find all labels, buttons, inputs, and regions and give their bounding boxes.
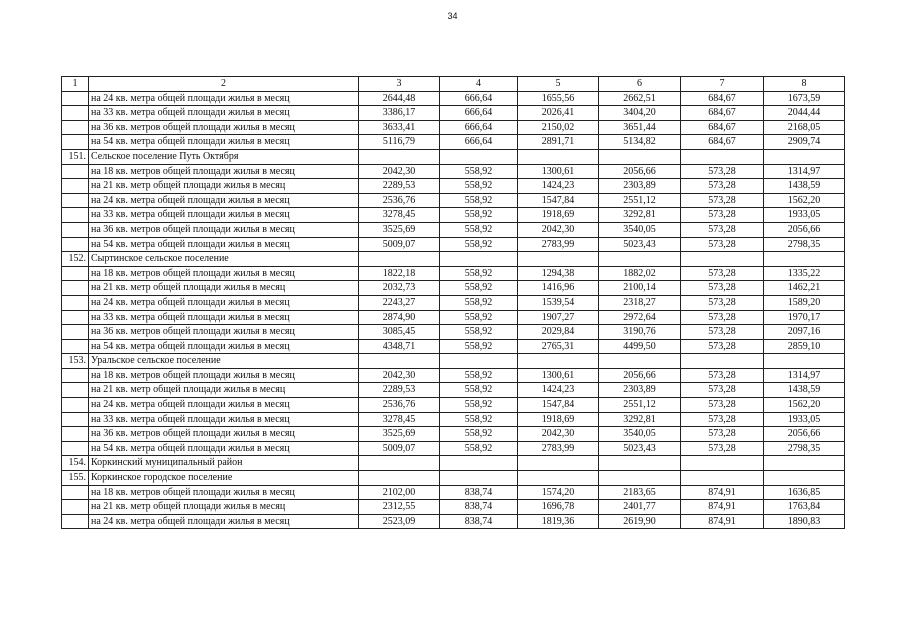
header-cell: 6 <box>599 77 681 92</box>
value-cell-col-6: 3540,05 <box>599 427 681 442</box>
value-cell-col-4 <box>440 354 518 369</box>
value-cell-col-8: 1933,05 <box>764 412 845 427</box>
row-index-cell <box>62 237 89 252</box>
area-description-cell: на 24 кв. метра общей площади жилья в месяц <box>89 193 359 208</box>
row-index-cell <box>62 383 89 398</box>
value-cell-col-4: 558,92 <box>440 427 518 442</box>
area-description-cell: на 54 кв. метра общей площади жилья в месяц <box>89 135 359 150</box>
value-cell-col-8: 1763,84 <box>764 500 845 515</box>
value-cell-col-5: 2783,99 <box>518 237 599 252</box>
table-row <box>62 398 845 413</box>
row-index-cell: 151. <box>62 149 89 164</box>
value-cell-col-5: 1300,61 <box>518 368 599 383</box>
value-cell-col-6: 3651,44 <box>599 120 681 135</box>
table-row <box>62 135 845 150</box>
value-cell-col-3: 3525,69 <box>359 427 440 442</box>
value-cell-col-8: 1933,05 <box>764 208 845 223</box>
value-cell-col-6: 3190,76 <box>599 325 681 340</box>
value-cell-col-5: 1539,54 <box>518 295 599 310</box>
value-cell-col-6: 3292,81 <box>599 412 681 427</box>
value-cell-col-3: 2042,30 <box>359 164 440 179</box>
value-cell-col-8: 2056,66 <box>764 222 845 237</box>
value-cell-col-8: 2056,66 <box>764 427 845 442</box>
header-cell: 5 <box>518 77 599 92</box>
value-cell-col-4: 558,92 <box>440 310 518 325</box>
value-cell-col-5: 1574,20 <box>518 485 599 500</box>
header-cell: 7 <box>681 77 764 92</box>
tariff-table <box>61 76 845 529</box>
value-cell-col-3 <box>359 456 440 471</box>
area-description-cell: на 36 кв. метров общей площади жилья в месяц <box>89 427 359 442</box>
row-index-cell <box>62 500 89 515</box>
value-cell-col-6 <box>599 471 681 486</box>
table-row <box>62 208 845 223</box>
value-cell-col-5 <box>518 149 599 164</box>
value-cell-col-5: 1424,23 <box>518 179 599 194</box>
value-cell-col-7: 573,28 <box>681 339 764 354</box>
table-section-row <box>62 149 845 164</box>
area-description-cell: на 24 кв. метра общей площади жилья в месяц <box>89 295 359 310</box>
row-index-cell <box>62 281 89 296</box>
area-description-cell: на 21 кв. метр общей площади жилья в месяц <box>89 383 359 398</box>
value-cell-col-6: 2401,77 <box>599 500 681 515</box>
value-cell-col-6: 2303,89 <box>599 179 681 194</box>
value-cell-col-7: 573,28 <box>681 427 764 442</box>
value-cell-col-5: 1907,27 <box>518 310 599 325</box>
value-cell-col-5 <box>518 354 599 369</box>
value-cell-col-3: 2536,76 <box>359 193 440 208</box>
value-cell-col-3: 2312,55 <box>359 500 440 515</box>
value-cell-col-3: 2032,73 <box>359 281 440 296</box>
value-cell-col-3: 3278,45 <box>359 208 440 223</box>
value-cell-col-8: 2798,35 <box>764 441 845 456</box>
value-cell-col-8 <box>764 149 845 164</box>
value-cell-col-3: 3633,41 <box>359 120 440 135</box>
header-cell: 2 <box>89 77 359 92</box>
value-cell-col-4: 558,92 <box>440 266 518 281</box>
row-index-cell <box>62 164 89 179</box>
value-cell-col-3: 2042,30 <box>359 368 440 383</box>
value-cell-col-3: 3085,45 <box>359 325 440 340</box>
row-index-cell <box>62 120 89 135</box>
value-cell-col-6: 2972,64 <box>599 310 681 325</box>
value-cell-col-7: 573,28 <box>681 368 764 383</box>
value-cell-col-5 <box>518 252 599 267</box>
value-cell-col-7 <box>681 354 764 369</box>
value-cell-col-7: 874,91 <box>681 485 764 500</box>
row-index-cell: 155. <box>62 471 89 486</box>
value-cell-col-4: 558,92 <box>440 398 518 413</box>
value-cell-col-5: 2765,31 <box>518 339 599 354</box>
table-section-row <box>62 354 845 369</box>
value-cell-col-3: 3278,45 <box>359 412 440 427</box>
value-cell-col-7: 573,28 <box>681 266 764 281</box>
row-index-cell <box>62 135 89 150</box>
value-cell-col-5: 1300,61 <box>518 164 599 179</box>
row-index-cell <box>62 398 89 413</box>
value-cell-col-4: 558,92 <box>440 281 518 296</box>
table-row <box>62 339 845 354</box>
value-cell-col-8: 1562,20 <box>764 398 845 413</box>
table-row <box>62 310 845 325</box>
value-cell-col-6: 2662,51 <box>599 91 681 106</box>
area-description-cell: на 33 кв. метра общей площади жилья в месяц <box>89 412 359 427</box>
table-row <box>62 91 845 106</box>
value-cell-col-3 <box>359 354 440 369</box>
value-cell-col-8 <box>764 252 845 267</box>
value-cell-col-5: 1424,23 <box>518 383 599 398</box>
value-cell-col-5: 2029,84 <box>518 325 599 340</box>
value-cell-col-8: 1562,20 <box>764 193 845 208</box>
value-cell-col-4: 666,64 <box>440 91 518 106</box>
value-cell-col-3: 2289,53 <box>359 179 440 194</box>
value-cell-col-7 <box>681 149 764 164</box>
value-cell-col-8 <box>764 354 845 369</box>
table-header-row <box>62 77 845 92</box>
value-cell-col-8: 2044,44 <box>764 106 845 121</box>
value-cell-col-8: 1970,17 <box>764 310 845 325</box>
value-cell-col-3: 2536,76 <box>359 398 440 413</box>
area-description-cell: на 33 кв. метра общей площади жилья в месяц <box>89 310 359 325</box>
row-index-cell <box>62 222 89 237</box>
value-cell-col-7: 573,28 <box>681 208 764 223</box>
value-cell-col-8: 2168,05 <box>764 120 845 135</box>
table-row <box>62 179 845 194</box>
row-index-cell <box>62 485 89 500</box>
value-cell-col-4: 558,92 <box>440 383 518 398</box>
area-description-cell: на 21 кв. метр общей площади жилья в месяц <box>89 281 359 296</box>
value-cell-col-8: 1673,59 <box>764 91 845 106</box>
area-description-cell: на 54 кв. метра общей площади жилья в месяц <box>89 339 359 354</box>
value-cell-col-4: 558,92 <box>440 441 518 456</box>
settlement-name-cell: Сельское поселение Путь Октября <box>89 149 359 164</box>
value-cell-col-8: 1636,85 <box>764 485 845 500</box>
row-index-cell <box>62 412 89 427</box>
value-cell-col-7: 573,28 <box>681 383 764 398</box>
value-cell-col-3: 3386,17 <box>359 106 440 121</box>
row-index-cell <box>62 427 89 442</box>
value-cell-col-4: 838,74 <box>440 514 518 529</box>
row-index-cell <box>62 514 89 529</box>
value-cell-col-7: 874,91 <box>681 500 764 515</box>
value-cell-col-7: 573,28 <box>681 222 764 237</box>
value-cell-col-4: 666,64 <box>440 106 518 121</box>
value-cell-col-4 <box>440 252 518 267</box>
value-cell-col-8: 2798,35 <box>764 237 845 252</box>
row-index-cell <box>62 179 89 194</box>
value-cell-col-4: 558,92 <box>440 339 518 354</box>
table-row <box>62 383 845 398</box>
area-description-cell: на 24 кв. метра общей площади жилья в месяц <box>89 514 359 529</box>
value-cell-col-8: 2859,10 <box>764 339 845 354</box>
area-description-cell: на 18 кв. метров общей площади жилья в месяц <box>89 485 359 500</box>
value-cell-col-4: 558,92 <box>440 164 518 179</box>
area-description-cell: на 36 кв. метров общей площади жилья в месяц <box>89 325 359 340</box>
value-cell-col-3 <box>359 149 440 164</box>
row-index-cell <box>62 368 89 383</box>
value-cell-col-7: 573,28 <box>681 412 764 427</box>
table-row <box>62 237 845 252</box>
table-row <box>62 106 845 121</box>
value-cell-col-6: 2619,90 <box>599 514 681 529</box>
value-cell-col-8: 1890,83 <box>764 514 845 529</box>
value-cell-col-4: 666,64 <box>440 135 518 150</box>
value-cell-col-8: 1462,21 <box>764 281 845 296</box>
value-cell-col-4 <box>440 149 518 164</box>
value-cell-col-6: 2056,66 <box>599 368 681 383</box>
settlement-name-cell: Коркинское городское поселение <box>89 471 359 486</box>
value-cell-col-5 <box>518 456 599 471</box>
row-index-cell <box>62 106 89 121</box>
area-description-cell: на 33 кв. метра общей площади жилья в месяц <box>89 106 359 121</box>
value-cell-col-7: 573,28 <box>681 179 764 194</box>
value-cell-col-6: 2303,89 <box>599 383 681 398</box>
row-index-cell <box>62 441 89 456</box>
value-cell-col-4: 558,92 <box>440 208 518 223</box>
value-cell-col-6: 2183,65 <box>599 485 681 500</box>
value-cell-col-3 <box>359 471 440 486</box>
value-cell-col-8: 1438,59 <box>764 383 845 398</box>
value-cell-col-6: 2056,66 <box>599 164 681 179</box>
settlement-name-cell: Уральское сельское поселение <box>89 354 359 369</box>
value-cell-col-7: 684,67 <box>681 135 764 150</box>
value-cell-col-7: 684,67 <box>681 120 764 135</box>
table-section-row <box>62 252 845 267</box>
value-cell-col-5: 1416,96 <box>518 281 599 296</box>
value-cell-col-8 <box>764 456 845 471</box>
value-cell-col-3: 1822,18 <box>359 266 440 281</box>
value-cell-col-4: 558,92 <box>440 222 518 237</box>
area-description-cell: на 18 кв. метров общей площади жилья в месяц <box>89 368 359 383</box>
value-cell-col-4 <box>440 456 518 471</box>
table-row <box>62 325 845 340</box>
row-index-cell: 153. <box>62 354 89 369</box>
value-cell-col-4: 558,92 <box>440 179 518 194</box>
value-cell-col-6: 2551,12 <box>599 398 681 413</box>
settlement-name-cell: Коркинский муниципальный район <box>89 456 359 471</box>
value-cell-col-3: 3525,69 <box>359 222 440 237</box>
value-cell-col-3: 5009,07 <box>359 237 440 252</box>
value-cell-col-4: 838,74 <box>440 485 518 500</box>
value-cell-col-8 <box>764 471 845 486</box>
value-cell-col-4: 558,92 <box>440 368 518 383</box>
value-cell-col-6: 2318,27 <box>599 295 681 310</box>
row-index-cell <box>62 325 89 340</box>
value-cell-col-6 <box>599 149 681 164</box>
page-number: 34 <box>447 11 458 21</box>
value-cell-col-5 <box>518 471 599 486</box>
header-cell: 4 <box>440 77 518 92</box>
value-cell-col-4: 558,92 <box>440 237 518 252</box>
value-cell-col-5: 1547,84 <box>518 193 599 208</box>
value-cell-col-8: 1314,97 <box>764 368 845 383</box>
area-description-cell: на 24 кв. метра общей площади жилья в месяц <box>89 91 359 106</box>
value-cell-col-7: 874,91 <box>681 514 764 529</box>
value-cell-col-5: 1918,69 <box>518 412 599 427</box>
value-cell-col-7 <box>681 471 764 486</box>
table-section-row <box>62 471 845 486</box>
value-cell-col-8: 2909,74 <box>764 135 845 150</box>
value-cell-col-8: 1314,97 <box>764 164 845 179</box>
value-cell-col-7: 573,28 <box>681 398 764 413</box>
value-cell-col-4: 558,92 <box>440 412 518 427</box>
value-cell-col-6: 4499,50 <box>599 339 681 354</box>
table-row <box>62 222 845 237</box>
row-index-cell <box>62 266 89 281</box>
row-index-cell <box>62 339 89 354</box>
area-description-cell: на 18 кв. метров общей площади жилья в месяц <box>89 266 359 281</box>
value-cell-col-5: 1547,84 <box>518 398 599 413</box>
value-cell-col-3: 5009,07 <box>359 441 440 456</box>
value-cell-col-4: 666,64 <box>440 120 518 135</box>
value-cell-col-4: 558,92 <box>440 295 518 310</box>
row-index-cell <box>62 295 89 310</box>
value-cell-col-4: 558,92 <box>440 325 518 340</box>
value-cell-col-5: 2042,30 <box>518 427 599 442</box>
area-description-cell: на 21 кв. метр общей площади жилья в месяц <box>89 179 359 194</box>
table-row <box>62 120 845 135</box>
value-cell-col-8: 1438,59 <box>764 179 845 194</box>
row-index-cell <box>62 91 89 106</box>
table-row <box>62 266 845 281</box>
table-section-row <box>62 456 845 471</box>
value-cell-col-6: 5134,82 <box>599 135 681 150</box>
area-description-cell: на 54 кв. метра общей площади жилья в месяц <box>89 441 359 456</box>
value-cell-col-4 <box>440 471 518 486</box>
value-cell-col-5: 1294,38 <box>518 266 599 281</box>
value-cell-col-6: 2100,14 <box>599 281 681 296</box>
area-description-cell: на 33 кв. метра общей площади жилья в месяц <box>89 208 359 223</box>
row-index-cell <box>62 208 89 223</box>
area-description-cell: на 54 кв. метра общей площади жилья в месяц <box>89 237 359 252</box>
value-cell-col-7 <box>681 456 764 471</box>
table-row <box>62 412 845 427</box>
row-index-cell: 154. <box>62 456 89 471</box>
table-row <box>62 368 845 383</box>
value-cell-col-5: 2891,71 <box>518 135 599 150</box>
table-row <box>62 441 845 456</box>
table-row <box>62 281 845 296</box>
area-description-cell: на 36 кв. метров общей площади жилья в месяц <box>89 120 359 135</box>
table-row <box>62 295 845 310</box>
value-cell-col-6 <box>599 252 681 267</box>
value-cell-col-5: 1918,69 <box>518 208 599 223</box>
value-cell-col-6: 1882,02 <box>599 266 681 281</box>
header-cell: 8 <box>764 77 845 92</box>
table-row <box>62 500 845 515</box>
value-cell-col-3: 2644,48 <box>359 91 440 106</box>
table-row <box>62 427 845 442</box>
row-index-cell <box>62 193 89 208</box>
table-row <box>62 193 845 208</box>
value-cell-col-5: 2783,99 <box>518 441 599 456</box>
value-cell-col-8: 1589,20 <box>764 295 845 310</box>
area-description-cell: на 36 кв. метров общей площади жилья в месяц <box>89 222 359 237</box>
value-cell-col-3: 5116,79 <box>359 135 440 150</box>
value-cell-col-8: 1335,22 <box>764 266 845 281</box>
value-cell-col-7: 573,28 <box>681 441 764 456</box>
value-cell-col-6: 2551,12 <box>599 193 681 208</box>
value-cell-col-6: 3292,81 <box>599 208 681 223</box>
value-cell-col-5: 2042,30 <box>518 222 599 237</box>
header-cell: 3 <box>359 77 440 92</box>
area-description-cell: на 18 кв. метров общей площади жилья в месяц <box>89 164 359 179</box>
value-cell-col-7: 573,28 <box>681 193 764 208</box>
value-cell-col-6 <box>599 456 681 471</box>
value-cell-col-3: 2243,27 <box>359 295 440 310</box>
value-cell-col-7: 684,67 <box>681 106 764 121</box>
header-cell: 1 <box>62 77 89 92</box>
value-cell-col-7: 684,67 <box>681 91 764 106</box>
value-cell-col-6: 3540,05 <box>599 222 681 237</box>
row-index-cell <box>62 310 89 325</box>
value-cell-col-4: 838,74 <box>440 500 518 515</box>
value-cell-col-4: 558,92 <box>440 193 518 208</box>
value-cell-col-7: 573,28 <box>681 281 764 296</box>
table-row <box>62 514 845 529</box>
value-cell-col-3: 4348,71 <box>359 339 440 354</box>
area-description-cell: на 21 кв. метр общей площади жилья в месяц <box>89 500 359 515</box>
value-cell-col-5: 1819,36 <box>518 514 599 529</box>
row-index-cell: 152. <box>62 252 89 267</box>
area-description-cell: на 24 кв. метра общей площади жилья в месяц <box>89 398 359 413</box>
value-cell-col-3: 2102,00 <box>359 485 440 500</box>
value-cell-col-7: 573,28 <box>681 295 764 310</box>
settlement-name-cell: Сыртинское сельское поселение <box>89 252 359 267</box>
value-cell-col-5: 1696,78 <box>518 500 599 515</box>
value-cell-col-3: 2874,90 <box>359 310 440 325</box>
value-cell-col-3: 2523,09 <box>359 514 440 529</box>
value-cell-col-5: 2026,41 <box>518 106 599 121</box>
value-cell-col-7 <box>681 252 764 267</box>
value-cell-col-6: 5023,43 <box>599 441 681 456</box>
value-cell-col-6: 5023,43 <box>599 237 681 252</box>
value-cell-col-7: 573,28 <box>681 325 764 340</box>
value-cell-col-6: 3404,20 <box>599 106 681 121</box>
value-cell-col-5: 2150,02 <box>518 120 599 135</box>
value-cell-col-5: 1655,56 <box>518 91 599 106</box>
table-row <box>62 485 845 500</box>
value-cell-col-7: 573,28 <box>681 237 764 252</box>
value-cell-col-6 <box>599 354 681 369</box>
value-cell-col-3: 2289,53 <box>359 383 440 398</box>
value-cell-col-8: 2097,16 <box>764 325 845 340</box>
value-cell-col-7: 573,28 <box>681 164 764 179</box>
value-cell-col-3 <box>359 252 440 267</box>
value-cell-col-7: 573,28 <box>681 310 764 325</box>
table-row <box>62 164 845 179</box>
